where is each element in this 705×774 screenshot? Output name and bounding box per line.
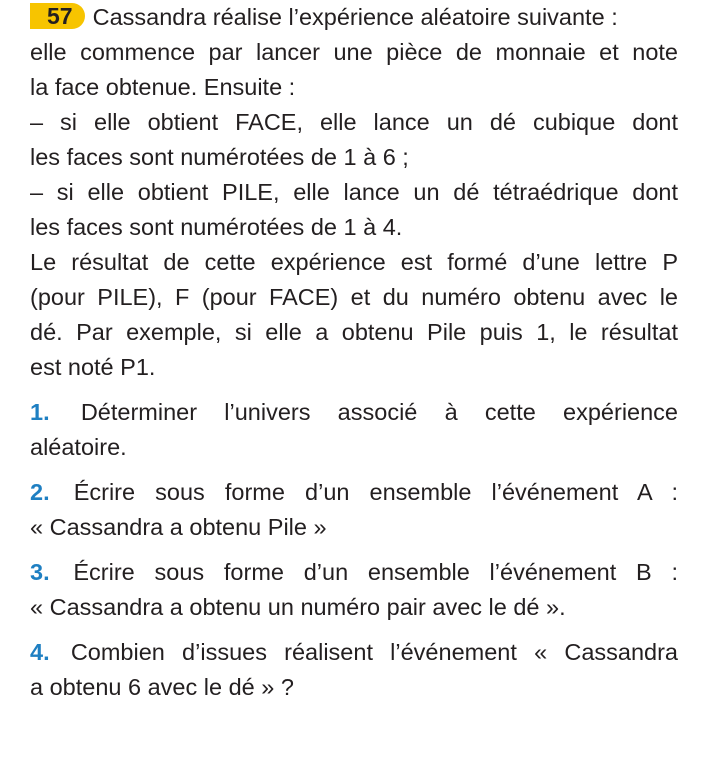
intro-line-1 <box>30 0 678 35</box>
intro-line-2: elle commence par lancer une pièce de monnaie et note <box>30 39 678 65</box>
question-4-line-2: a obtenu 6 avec le dé » ? <box>30 674 294 700</box>
question-3-text-1: Écrire sous forme d’un ensemble l’événement B : <box>73 559 678 585</box>
question-1-number: 1. <box>30 399 50 425</box>
question-4-number: 4. <box>30 639 50 665</box>
intro-line-5: les faces sont numérotées de 1 à 6 ; <box>30 144 409 170</box>
exercise-57 <box>30 0 678 705</box>
question-2-text-1: Écrire sous forme d’un ensemble l’événement A : <box>73 479 678 505</box>
exercise-number-badge: 57 <box>30 3 85 29</box>
question-3 <box>30 555 678 625</box>
intro-line-3: la face obtenue. Ensuite : <box>30 74 296 100</box>
intro-line-8: Le résultat de cette expérience est formé d’une lettre P <box>30 249 678 275</box>
question-3-line-1 <box>30 555 678 590</box>
question-4-text-1: Combien d’issues réalisent l’événement « Cassandra <box>70 639 678 665</box>
question-1-line-1 <box>30 395 678 430</box>
intro-line-11: est noté P1. <box>30 354 156 380</box>
question-3-number: 3. <box>30 559 50 585</box>
intro-text-1: Cassandra réalise l’expérience aléatoire suivante : <box>92 4 618 30</box>
question-2-number: 2. <box>30 479 50 505</box>
question-2-line-2: « Cassandra a obtenu Pile » <box>30 514 327 540</box>
question-3-line-2: « Cassandra a obtenu un numéro pair avec le dé ». <box>30 594 566 620</box>
intro-line-10: dé. Par exemple, si elle a obtenu Pile puis 1, le résultat <box>30 319 678 345</box>
question-2 <box>30 475 678 545</box>
question-1-text-1: Déterminer l’univers associé à cette expérience <box>80 399 678 425</box>
intro-line-4: – si elle obtient FACE, elle lance un dé cubique dont <box>30 109 678 135</box>
intro-line-9: (pour PILE), F (pour FACE) et du numéro obtenu avec le <box>30 284 678 310</box>
question-2-line-1 <box>30 475 678 510</box>
intro-line-7: les faces sont numérotées de 1 à 4. <box>30 214 403 240</box>
question-1 <box>30 395 678 465</box>
question-4 <box>30 635 678 705</box>
question-4-line-1 <box>30 635 678 670</box>
question-1-line-2: aléatoire. <box>30 434 127 460</box>
intro-line-6: – si elle obtient PILE, elle lance un dé tétraédrique dont <box>30 179 678 205</box>
